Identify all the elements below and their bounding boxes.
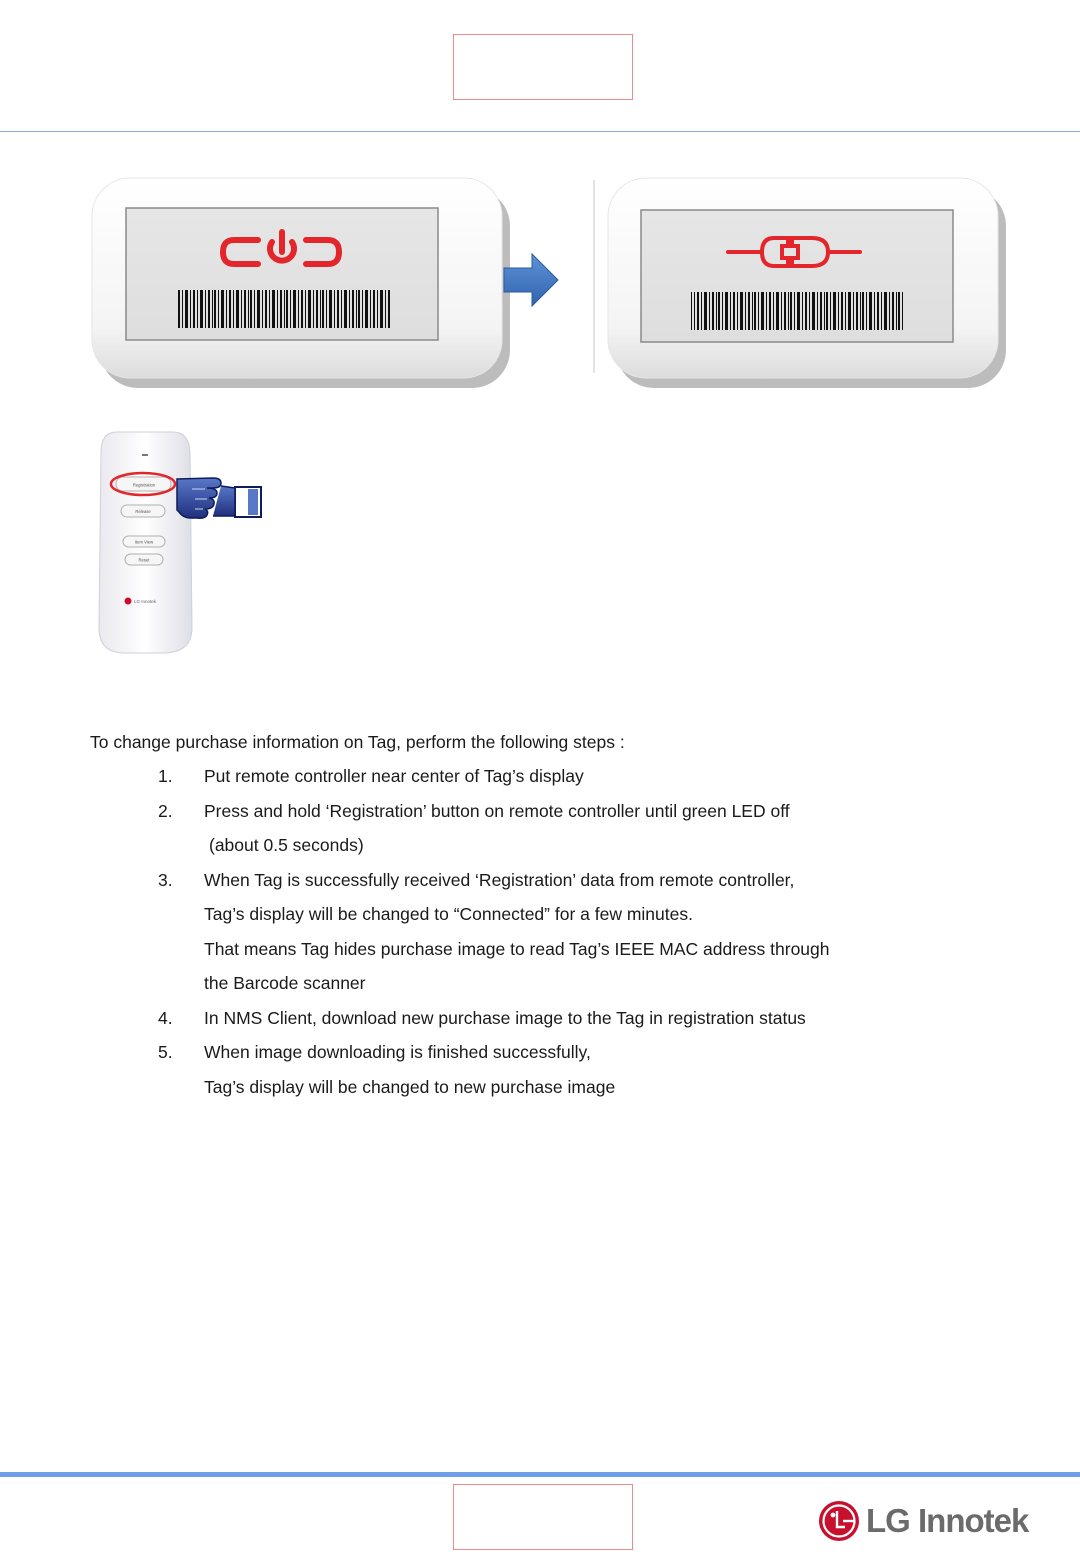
tag-illustration: [70, 168, 1020, 408]
header-rule: [0, 131, 1080, 132]
step-text: Put remote controller near center of Tag’s display: [204, 766, 584, 786]
step-text: That means Tag hides purchase image to read Tag’s IEEE MAC address through: [204, 938, 830, 959]
list-item: [158, 799, 830, 868]
step-text: When image downloading is finished successfully,: [204, 1042, 591, 1062]
step-number: 5.: [158, 1042, 173, 1062]
lg-innotek-logo: [818, 1497, 1058, 1545]
right-arrow-icon: [504, 254, 558, 306]
step-number: 3.: [158, 869, 173, 890]
footer-box: [453, 1484, 633, 1550]
step-text: When Tag is successfully received ‘Registration’ data from remote controller,: [204, 869, 795, 890]
step-text: Press and hold ‘Registration’ button on remote controller until green LED off: [204, 800, 790, 821]
step-number: 2.: [158, 800, 173, 821]
remote-button-label: Item View: [134, 539, 154, 545]
footer-rule: [0, 1472, 1080, 1477]
step-text: the Barcode scanner: [204, 973, 366, 993]
step-number: 4.: [158, 1007, 173, 1028]
step-text: Tag’s display will be changed to new purchase image: [204, 1076, 616, 1097]
tag-before: [92, 178, 510, 388]
remote-button-label: Release: [135, 509, 151, 514]
step-text: In NMS Client, download new purchase image to the Tag in registration status: [204, 1007, 806, 1028]
logo-text: LG Innotek: [866, 1502, 1029, 1539]
remote-controller: [95, 428, 275, 658]
list-item: [158, 764, 830, 799]
list-item: [158, 1006, 830, 1041]
remote-button-label: Registration: [132, 482, 156, 488]
list-item: [158, 1040, 830, 1109]
barcode: [691, 292, 903, 330]
remote-brand: LG Innotek: [134, 599, 157, 604]
intro-text: To change purchase information on Tag, perform the following steps :: [90, 732, 625, 752]
barcode: [178, 290, 390, 328]
pointing-hand-icon: [177, 478, 261, 518]
step-number: 1.: [158, 766, 173, 786]
tag-after: [608, 178, 1006, 388]
step-text: (about 0.5 seconds): [209, 835, 364, 855]
step-text: Tag’s display will be changed to “Connected” for a few minutes.: [204, 904, 693, 924]
header-box: [453, 34, 633, 100]
remote-button-label: Reset: [138, 557, 150, 563]
list-item: [158, 868, 830, 1006]
steps-list: [158, 764, 830, 1109]
lg-logo-icon: [818, 1500, 860, 1542]
lg-logo-icon: [125, 598, 132, 605]
